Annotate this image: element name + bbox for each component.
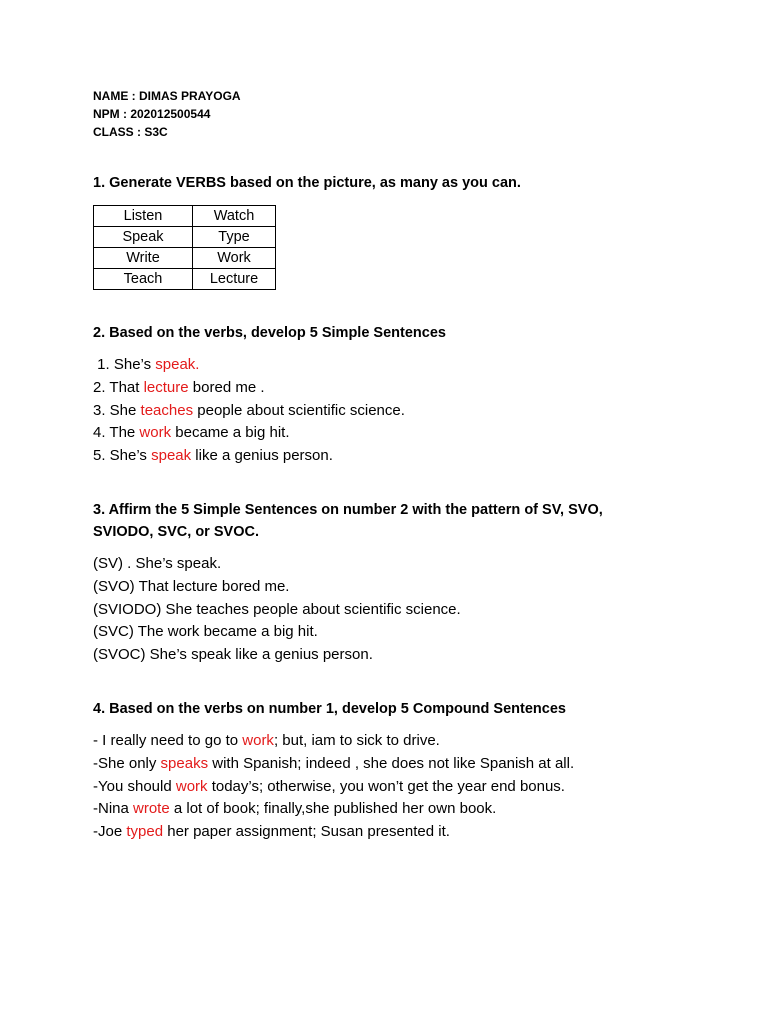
highlighted-verb: speaks	[160, 754, 209, 772]
highlighted-verb: work	[242, 732, 274, 749]
question-1-heading: 1. Generate VERBS based on the picture, as many as you can.	[93, 175, 521, 191]
sentence-text: like a genius person.	[191, 447, 333, 465]
table-cell: Write	[94, 248, 193, 269]
sentence-text: -Joe	[93, 823, 127, 841]
list-item: (SVOC) She’s speak like a genius person.	[93, 646, 373, 664]
table-row	[94, 206, 276, 227]
list-item	[93, 377, 405, 400]
sentence-text: 1. She’s	[93, 356, 156, 373]
compound-sentences-list	[93, 730, 574, 844]
question-3-heading	[93, 499, 693, 543]
highlighted-verb: teaches	[140, 401, 194, 419]
heading-line: SVIODO, SVC, or SVOC.	[93, 524, 259, 540]
sentence-text: bored me .	[188, 378, 265, 396]
table-cell: Listen	[94, 206, 193, 227]
highlighted-verb: work	[139, 424, 172, 442]
list-item	[93, 730, 574, 753]
student-class: CLASS : S3C	[93, 125, 168, 139]
highlighted-verb: speak.	[155, 356, 200, 373]
list-item	[93, 776, 574, 799]
list-item	[93, 821, 574, 844]
student-npm: NPM : 202012500544	[93, 107, 211, 121]
sentence-text: became a big hit.	[171, 424, 290, 442]
verbs-table	[93, 205, 276, 290]
highlighted-verb: typed	[126, 823, 164, 841]
list-item: (SVC) The work became a big hit.	[93, 623, 318, 641]
table-row	[94, 227, 276, 248]
highlighted-verb: lecture	[143, 378, 189, 396]
sentence-text: - I really need to go to	[93, 732, 243, 749]
table-cell: Speak	[94, 227, 193, 248]
sentence-text: -You should	[93, 777, 176, 795]
list-item	[93, 354, 405, 377]
sentence-text: people about scientific science.	[193, 401, 405, 419]
list-item	[93, 400, 405, 423]
list-item	[93, 798, 574, 821]
sentence-text: 2. That	[93, 378, 144, 396]
student-name: NAME : DIMAS PRAYOGA	[93, 89, 241, 103]
table-cell: Work	[193, 248, 276, 269]
sentence-text: a lot of book; finally,she published her own book.	[169, 800, 497, 818]
sentence-text: 5. She’s	[93, 447, 152, 465]
list-item	[93, 422, 405, 445]
list-item	[93, 753, 574, 776]
question-2-heading: 2. Based on the verbs, develop 5 Simple Sentences	[93, 325, 446, 341]
table-cell: Lecture	[193, 269, 276, 290]
heading-line: 3. Affirm the 5 Simple Sentences on number 2 with the pattern of SV, SVO,	[93, 502, 603, 518]
list-item: (SVO) That lecture bored me.	[93, 577, 290, 595]
pattern-sentences-list	[93, 553, 461, 667]
sentence-text: ; but, iam to sick to drive.	[273, 732, 440, 749]
sentence-text: 3. She	[93, 401, 141, 419]
sentence-text: today’s; otherwise, you won’t get the year end bonus.	[207, 777, 565, 795]
highlighted-verb: wrote	[133, 800, 170, 818]
highlighted-verb: work	[175, 777, 208, 795]
table-cell: Watch	[193, 206, 276, 227]
table-cell: Type	[193, 227, 276, 248]
table-row	[94, 269, 276, 290]
question-4-heading: 4. Based on the verbs on number 1, develop 5 Compound Sentences	[93, 701, 566, 717]
highlighted-verb: speak	[151, 447, 192, 465]
list-item: (SV) . She’s speak.	[93, 555, 222, 572]
list-item: (SVIODO) She teaches people about scientific science.	[93, 600, 461, 618]
table-cell: Teach	[94, 269, 193, 290]
sentence-text: 4. The	[93, 424, 140, 442]
sentence-text: -Nina	[93, 800, 134, 818]
list-item	[93, 445, 405, 468]
sentence-text: -She only	[93, 754, 161, 772]
student-info	[93, 87, 241, 141]
sentence-text: her paper assignment; Susan presented it.	[163, 823, 450, 841]
table-row	[94, 248, 276, 269]
simple-sentences-list	[93, 354, 405, 468]
sentence-text: with Spanish; indeed , she does not like Spanish at all.	[208, 754, 575, 772]
